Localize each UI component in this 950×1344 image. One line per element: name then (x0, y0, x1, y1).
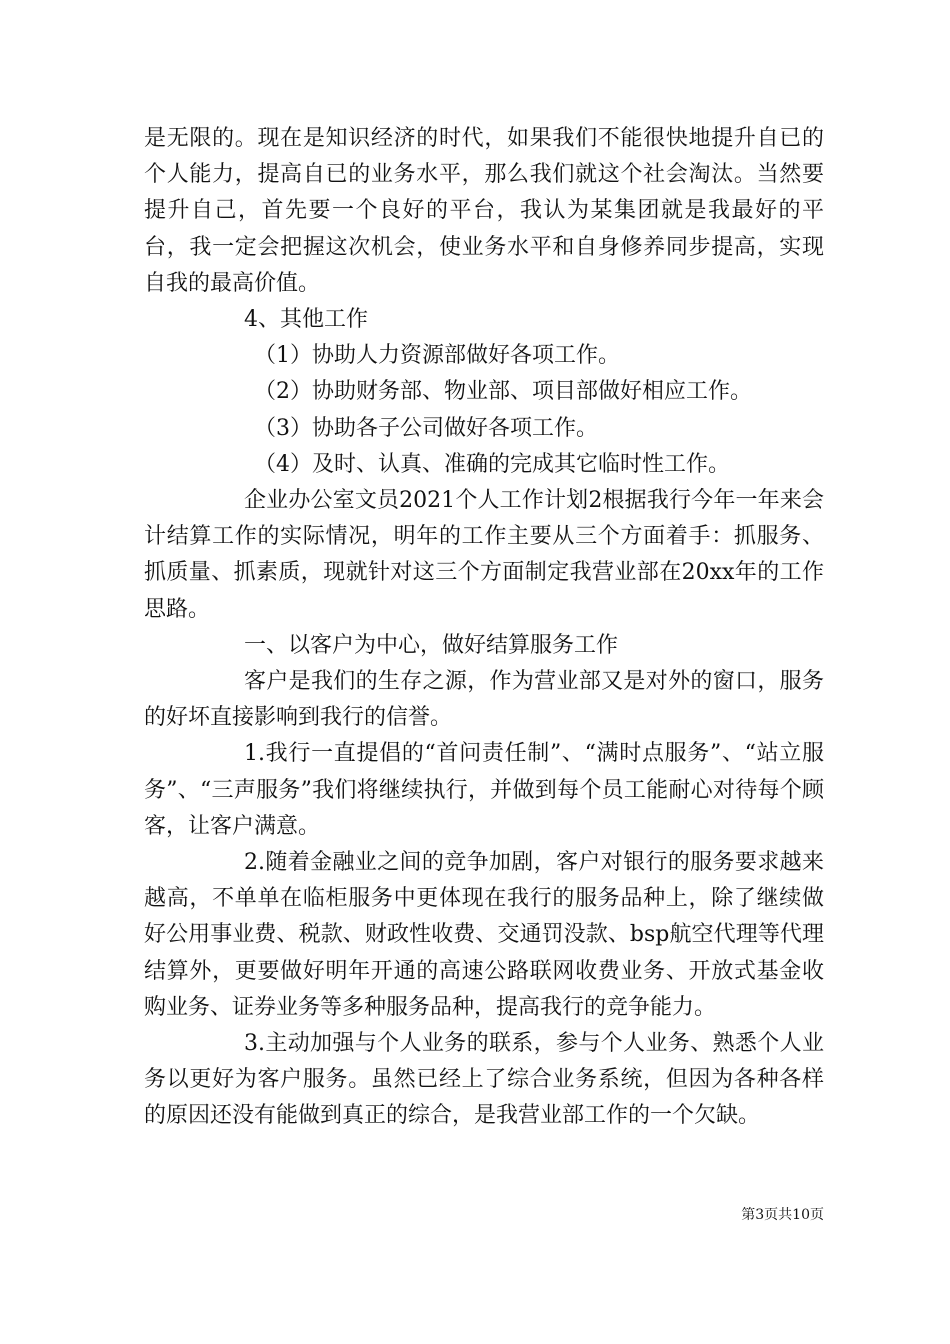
section-heading: 一、以客户为中心，做好结算服务工作 (244, 632, 619, 658)
page-number: 第3页共10页 (741, 1207, 824, 1223)
paragraph-point-1: 1.我行一直提倡的“首问责任制”、“满时点服务”、“站立服务”、“三声服务”我们将继续执行，并做到每个员工能耐心对待每个顾客，让客户满意。 (144, 741, 824, 839)
paragraph-point-3: 3.主动加强与个人业务的联系，参与个人业务、熟悉个人业务以更好为客户服务。虽然已经上了综合业务系统，但因为各种各样的原因还没有能做到真正的综合，是我营业部工作的一个欠缺。 (144, 1031, 824, 1129)
paragraph-continuation: 是无限的。现在是知识经济的时代，如果我们不能很快地提升自已的个人能力，提高自已的业务水平，那么我们就这个社会淘汰。当然要提升自己，首先要一个良好的平台，我认为某集团就是我最好的平台，我一定会把握这次机会，使业务水平和自身修养同步提高，实现自我的最高价值。 (144, 126, 824, 296)
list-item: （4）及时、认真、准确的完成其它临时性工作。 (254, 451, 730, 477)
document-body (144, 121, 824, 1135)
list-item: （3）协助各子公司做好各项工作。 (254, 415, 598, 441)
paragraph-customer: 客户是我们的生存之源，作为营业部又是对外的窗口，服务的好坏直接影响到我行的信誉。 (144, 669, 824, 731)
heading-other-work: 4、其他工作 (244, 307, 368, 333)
paragraph-point-2: 2.随着金融业之间的竞争加剧，客户对银行的服务要求越来越高，不单单在临柜服务中更体现在我行的服务品种上，除了继续做好公用事业费、税款、财政性收费、交通罚没款、bsp航空代理等代理结算外，更要做好明年开通的高速公路联网收费业务、开放式基金收购业务、证券业务等多种服务品种，提高我行的竞争能力。 (144, 850, 824, 1020)
paragraph-work-plan: 企业办公室文员2021个人工作计划2根据我行今年一年来会计结算工作的实际情况，明年的工作主要从三个方面着手：抓服务、抓质量、抓素质，现就针对这三个方面制定我营业部在20xx年的工作思路。 (144, 488, 824, 622)
list-item: （1）协助人力资源部做好各项工作。 (254, 343, 620, 369)
list-item: （2）协助财务部、物业部、项目部做好相应工作。 (254, 379, 752, 405)
